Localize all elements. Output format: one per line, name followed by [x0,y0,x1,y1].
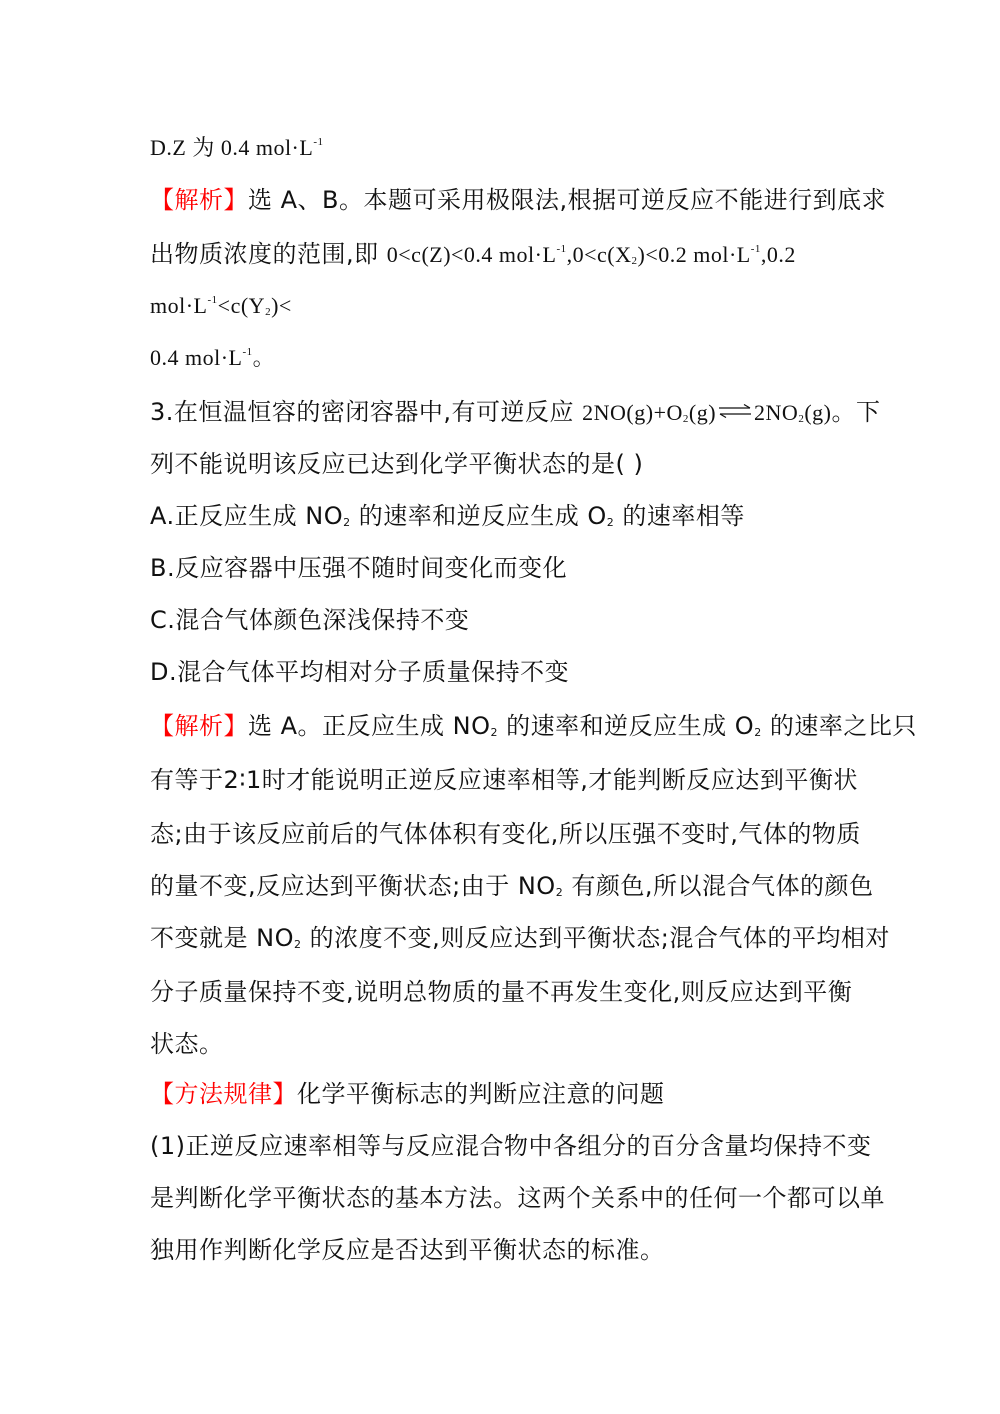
math-text: mol·L [150,293,208,318]
q3-option-a [150,500,745,532]
method-p1-line-1 [150,1130,872,1162]
q3-stem-line-2 [150,448,643,480]
math-text: 2NO [754,400,799,425]
analysis-text: 选 A、B。本题可采用极限法,根据可逆反应不能进行到底求 [248,186,887,214]
q3-option-b [150,552,567,584]
method-label: 【方法规律】 [150,1080,297,1108]
math-text: 0<c(Z)<0.4 mol·L [386,242,557,267]
q3-analysis-line-3 [150,818,861,850]
superscript: -1 [242,346,253,358]
math-text: )< [271,293,292,318]
subscript: 2 [343,516,351,529]
option-text: A.正反应生成 NO [150,502,344,530]
analysis-text: 状态。 [150,1030,224,1058]
reaction-equation [582,400,831,425]
q3-analysis-line-7 [150,1028,224,1060]
q2-analysis-line-2 [150,238,796,271]
q3-analysis-line-5 [150,922,890,954]
q3-stem-line-1 [150,396,880,429]
analysis-text: 态;由于该反应前后的气体体积有变化,所以压强不变时,气体的物质 [150,820,861,848]
math-text: 2NO(g)+O [582,400,683,425]
subscript: 2 [682,413,689,425]
superscript: -1 [750,243,761,255]
method-text: 是判断化学平衡状态的基本方法。这两个关系中的任何一个都可以单 [150,1184,885,1212]
option-text: D.Z 为 0.4 mol·L [150,135,314,160]
question-text: 3.在恒温恒容的密闭容器中,有可逆反应 [150,398,583,426]
analysis-text: 选 A。正反应生成 NO [248,712,491,740]
analysis-text: 有颜色,所以混合气体的颜色 [563,872,874,900]
superscript: -1 [313,136,324,148]
q3-analysis-line-1 [150,710,917,742]
q2-option-d [150,132,324,164]
q3-analysis-line-2 [150,764,858,796]
q2-analysis-line-1 [150,184,886,216]
analysis-text: 有等于2∶1时才能说明正逆反应速率相等,才能判断反应达到平衡状 [150,766,858,794]
math-text: 。 [252,345,276,370]
q2-analysis-line-4 [150,342,275,374]
subscript: 2 [754,726,762,739]
superscript: -1 [556,243,567,255]
subscript: 2 [265,306,272,318]
option-text: 的速率和逆反应生成 O [350,502,607,530]
option-text: B.反应容器中压强不随时间变化而变化 [150,554,568,582]
math-text: )<0.2 mol·L [637,242,751,267]
subscript: 2 [293,938,302,951]
math-text: ,0.2 [760,242,796,267]
analysis-label: 【解析】 [150,712,248,740]
equilibrium-arrow-icon [718,404,752,418]
option-text: 的速率相等 [614,502,745,530]
question-text: 列不能说明该反应已达到化学平衡状态的是( ) [150,450,644,478]
analysis-text: 不变就是 NO [150,924,294,952]
question-text: 。下 [831,398,881,426]
analysis-text: 的浓度不变,则反应达到平衡状态;混合气体的平均相对 [301,924,890,952]
subscript: 2 [555,886,564,899]
method-heading [150,1078,665,1110]
math-text: <c(Y [217,293,266,318]
q3-analysis-line-6 [150,976,852,1008]
analysis-label: 【解析】 [150,186,248,214]
option-text: C.混合气体颜色深浅保持不变 [150,606,470,634]
concentration-range [387,242,796,267]
subscript: 2 [490,726,499,739]
method-p1-line-3 [150,1234,665,1266]
superscript: -1 [207,294,218,306]
method-text: 独用作判断化学反应是否达到平衡状态的标准。 [150,1236,665,1264]
q3-option-c [150,604,469,636]
analysis-text: 的速率和逆反应生成 O [498,712,755,740]
analysis-text: 分子质量保持不变,说明总物质的量不再发生变化,则反应达到平衡 [150,978,853,1006]
subscript: 2 [631,255,638,267]
math-text: (g) [688,400,717,425]
q2-analysis-line-3 [150,290,292,322]
subscript: 2 [606,516,615,529]
analysis-text: 出物质浓度的范围,即 [150,240,387,268]
method-p1-line-2 [150,1182,885,1214]
math-text: ,0<c(X [566,242,632,267]
q3-analysis-line-4 [150,870,873,902]
analysis-text: 的量不变,反应达到平衡状态;由于 NO [150,872,556,900]
math-text: (g) [804,400,832,425]
math-text: 0.4 mol·L [150,345,243,370]
option-text: D.混合气体平均相对分子质量保持不变 [150,658,570,686]
method-title: 化学平衡标志的判断应注意的问题 [297,1080,665,1108]
q3-option-d [150,656,569,688]
subscript: 2 [798,413,805,425]
analysis-text: 的速率之比只 [761,712,917,740]
method-text: (1)正逆反应速率相等与反应混合物中各组分的百分含量均保持不变 [150,1132,872,1160]
